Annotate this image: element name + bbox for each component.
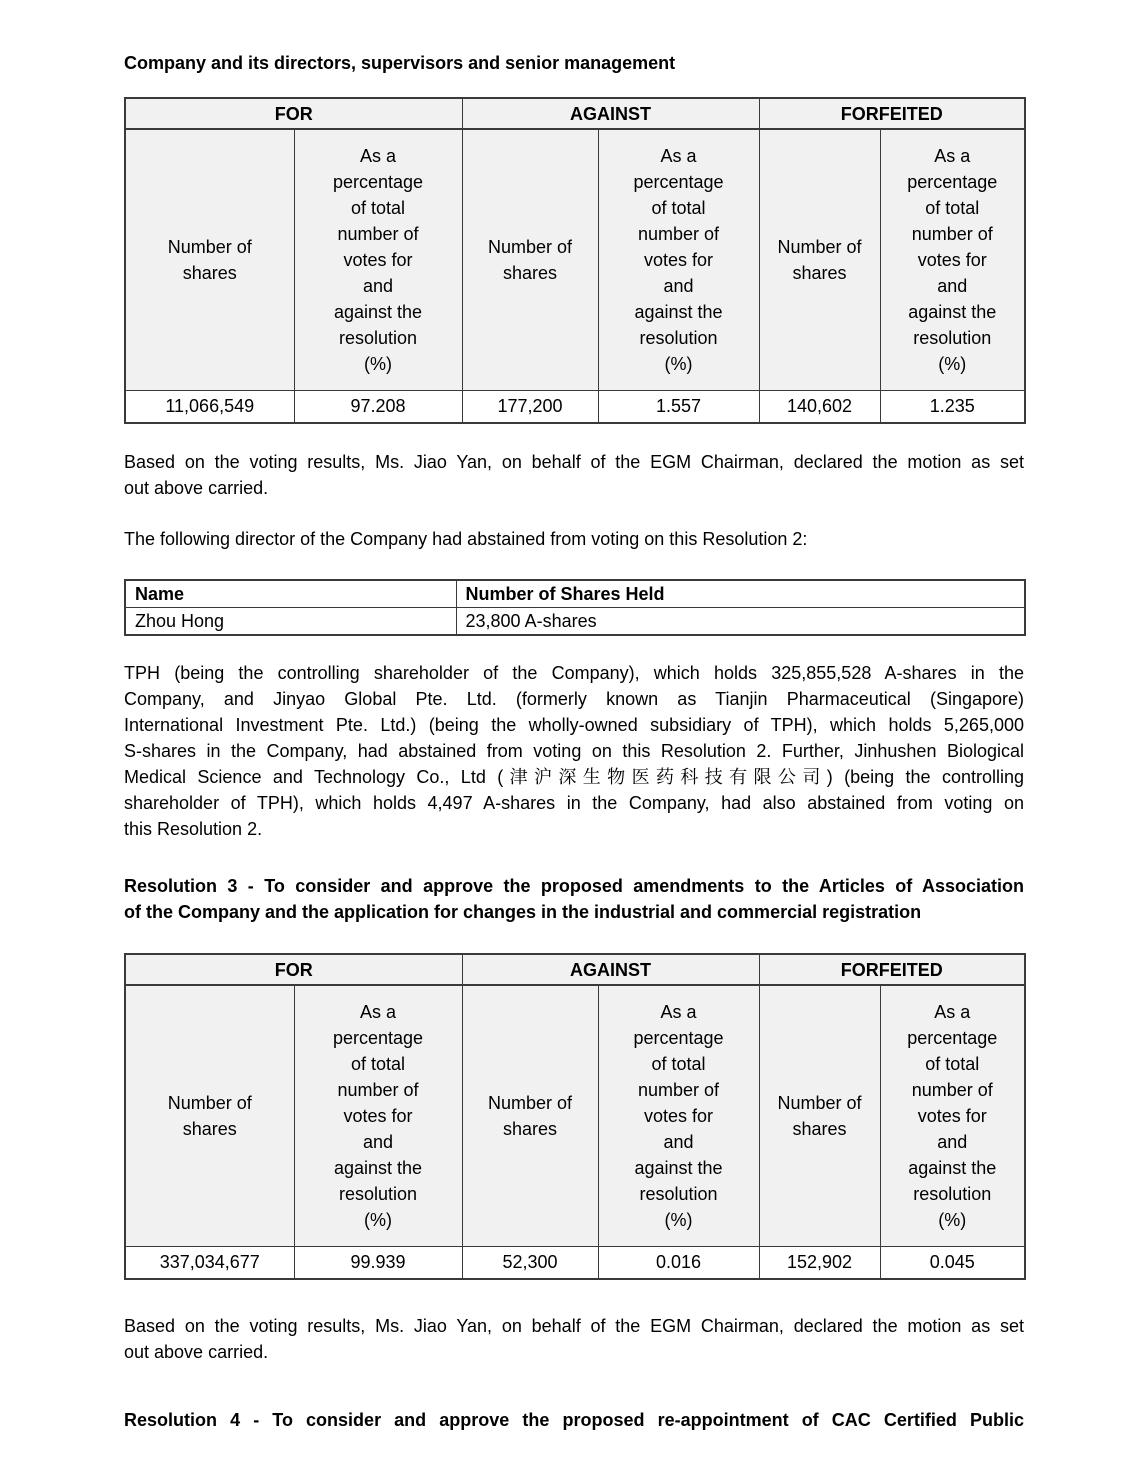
forfeited-percentage-value: 0.045 xyxy=(880,1246,1025,1279)
for-percentage-value: 97.208 xyxy=(294,390,462,423)
abstention-data-row xyxy=(125,608,1025,636)
against-percentage-header-cell: As a percentage of total number of votes for and against the resolution (%) xyxy=(598,985,759,1246)
vote-group-header-forfeited: FORFEITED xyxy=(759,954,1025,985)
for-shares-header-cell: Number of shares xyxy=(125,985,294,1246)
forfeited-percentage-value: 1.235 xyxy=(880,390,1025,423)
abstention-header-row xyxy=(125,580,1025,608)
against-shares-header-cell: Number of shares xyxy=(462,129,598,390)
vote-group-header-row xyxy=(125,954,1025,985)
abstention-name-header-cell: Name xyxy=(125,580,456,608)
for-percentage-header-cell: As a percentage of total number of votes for and against the resolution (%) xyxy=(294,129,462,390)
against-percentage-value: 1.557 xyxy=(598,390,759,423)
abstain-intro-paragraph: The following director of the Company had abstained from voting on this Resolution 2: xyxy=(124,529,808,549)
abstention-shares-header-cell: Number of Shares Held xyxy=(456,580,1025,608)
against-shares-header-cell: Number of shares xyxy=(462,985,598,1246)
section-heading: Company and its directors, supervisors and senior management xyxy=(124,53,676,73)
document-content xyxy=(124,0,1024,1433)
vote-subheader-row xyxy=(125,985,1025,1246)
for-shares-value: 11,066,549 xyxy=(125,390,294,423)
for-shares-value: 337,034,677 xyxy=(125,1246,294,1279)
forfeited-shares-header-cell: Number of shares xyxy=(759,129,880,390)
for-percentage-value: 99.939 xyxy=(294,1246,462,1279)
against-shares-value: 52,300 xyxy=(462,1246,598,1279)
forfeited-shares-value: 140,602 xyxy=(759,390,880,423)
vote-group-header-against: AGAINST xyxy=(462,954,759,985)
abstention-shares-cell: 23,800 A-shares xyxy=(456,608,1025,636)
forfeited-shares-value: 152,902 xyxy=(759,1246,880,1279)
resolution2-carried-paragraph: Based on the voting results, Ms. Jiao Yan, on behalf of the EGM Chairman, declared the motion as set out above carried. xyxy=(124,452,1024,498)
against-shares-value: 177,200 xyxy=(462,390,598,423)
vote-results-row xyxy=(125,1246,1025,1279)
for-percentage-header-cell: As a percentage of total number of votes for and against the resolution (%) xyxy=(294,985,462,1246)
resolution4-heading: Resolution 4 - To consider and approve the proposed re-appointment of CAC Certified Public xyxy=(124,1410,1024,1430)
resolution3-carried-paragraph: Based on the voting results, Ms. Jiao Yan, on behalf of the EGM Chairman, declared the motion as set out above carried. xyxy=(124,1316,1024,1362)
forfeited-percentage-header-cell: As a percentage of total number of votes for and against the resolution (%) xyxy=(880,129,1025,390)
vote-group-header-row xyxy=(125,98,1025,129)
vote-group-header-for: FOR xyxy=(125,98,462,129)
vote-results-row xyxy=(125,390,1025,423)
resolution3-heading: Resolution 3 - To consider and approve the proposed amendments to the Articles of Association of the Company and the application for changes in the industrial and commercial registration xyxy=(124,876,1024,922)
abstention-name-cell: Zhou Hong xyxy=(125,608,456,636)
vote-group-header-for: FOR xyxy=(125,954,462,985)
against-percentage-value: 0.016 xyxy=(598,1246,759,1279)
against-percentage-header-cell: As a percentage of total number of votes for and against the resolution (%) xyxy=(598,129,759,390)
vote-group-header-forfeited: FORFEITED xyxy=(759,98,1025,129)
tph-abstention-paragraph: TPH (being the controlling shareholder of the Company), which holds 325,855,528 A-shares in the Company, and Jinyao Global Pte. Ltd. (formerly known as Tianjin Pharmaceutical (Singapore) International Investment Pte. Ltd.) (being the wholly-owned subsidiary of TPH), which holds 5,265,000 S-shares in the Company, had abstained from voting on this Resolution 2. Further, Jinhushen Biological Medical Science and Technology Co., Ltd (津沪深生物医药科技有限公司) (being the controlling shareholder of TPH), which holds 4,497 A-shares in the Company, had also abstained from voting on this Resolution 2. xyxy=(124,663,1024,839)
forfeited-shares-header-cell: Number of shares xyxy=(759,985,880,1246)
vote-subheader-row xyxy=(125,129,1025,390)
abstention-table xyxy=(124,579,1026,636)
resolution3-vote-table xyxy=(124,953,1026,1280)
vote-group-header-against: AGAINST xyxy=(462,98,759,129)
for-shares-header-cell: Number of shares xyxy=(125,129,294,390)
resolution2-vote-table xyxy=(124,97,1026,424)
forfeited-percentage-header-cell: As a percentage of total number of votes for and against the resolution (%) xyxy=(880,985,1025,1246)
